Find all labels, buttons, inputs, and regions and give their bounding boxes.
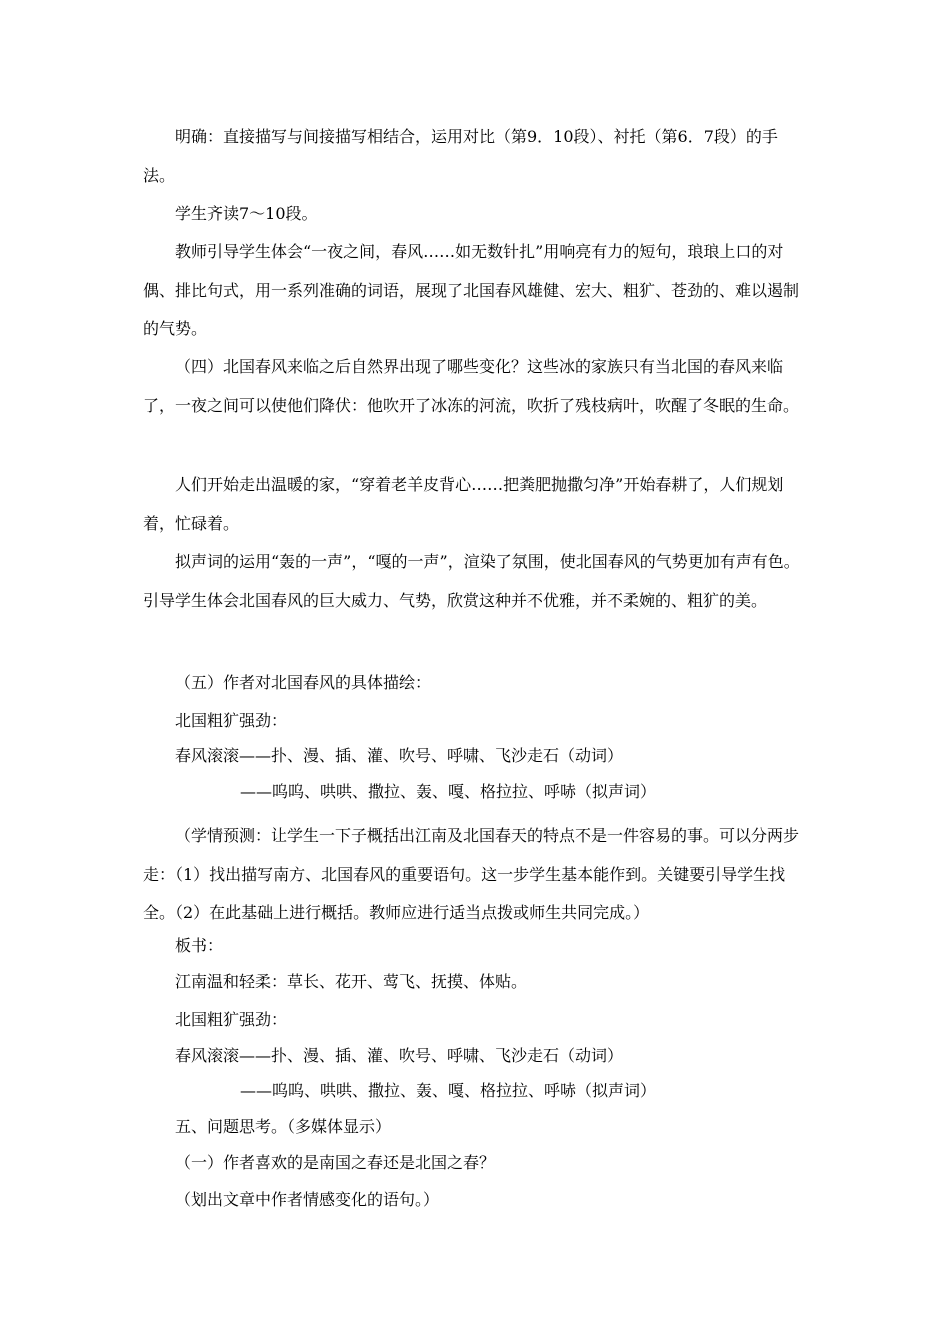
verbs-line: 春风滚滚——扑、漫、插、灌、吹号、呼啸、飞沙走石（动词） xyxy=(175,746,624,765)
question-one: （一）作者喜欢的是南国之春还是北国之春？ xyxy=(175,1153,496,1172)
blackboard-label: 板书： xyxy=(175,936,224,955)
north-label: 北国粗犷强劲： xyxy=(175,711,288,730)
paragraph-onomatopoeia: 拟声词的运用“轰的一声”，“嘎的一声”，渲染了氛围，使北国春风的气势更加有声有色。引导学生体会北国春风的巨大威力、气势，欣赏这种并不优雅，并不柔婉的、粗犷的美。 xyxy=(143,552,800,610)
paragraph-prediction: （学情预测：让学生一下子概括出江南及北国春天的特点不是一件容易的事。可以分两步走：（1）找出描写南方、北国春风的重要语句。这一步学生基本能作到。关键要引导学生找全。（2）在此基础上进行概括。教师应进行适当点拨或师生共同完成。） xyxy=(143,826,800,922)
north-label-board: 北国粗犷强劲： xyxy=(175,1010,288,1029)
section-five-heading: （五）作者对北国春风的具体描绘： xyxy=(175,673,432,692)
south-summary: 江南温和轻柔：草长、花开、莺飞、抚摸、体贴。 xyxy=(175,972,528,991)
onomatopoeia-line-board: ——呜呜、哄哄、撒拉、轰、嘎、格拉拉、呼哧（拟声词） xyxy=(240,1081,657,1100)
paragraph-conclusion: 明确：直接描写与间接描写相结合，运用对比（第9．10段）、衬托（第6．7段）的手法。 xyxy=(143,127,778,185)
paragraph-people: 人们开始走出温暖的家，“穿着老羊皮背心……把粪肥抛撒匀净”开始春耕了，人们规划着，忙碌着。 xyxy=(143,475,784,533)
verbs-line-board: 春风滚滚——扑、漫、插、灌、吹号、呼啸、飞沙走石（动词） xyxy=(175,1046,624,1065)
paragraph-teacher-guide: 教师引导学生体会“一夜之间，春风……如无数针扎”用响亮有力的短句，琅琅上口的对偶、排比句式，用一系列准确的词语，展现了北国春风雄健、宏大、粗犷、苍劲的、难以遏制的气势。 xyxy=(143,242,800,338)
section-heading-questions: 五、问题思考。（多媒体显示） xyxy=(175,1117,392,1136)
question-one-hint: （划出文章中作者情感变化的语句。） xyxy=(175,1190,440,1209)
paragraph-section-four: （四）北国春风来临之后自然界出现了哪些变化？这些冰的家族只有当北国的春风来临了，一夜之间可以使他们降伏：他吹开了冰冻的河流，吹折了残枝病叶，吹醒了冬眠的生命。 xyxy=(143,357,800,415)
onomatopoeia-line: ——呜呜、哄哄、撒拉、轰、嘎、格拉拉、呼哧（拟声词） xyxy=(240,782,657,801)
paragraph-reading: 学生齐读7～10段。 xyxy=(175,204,318,223)
